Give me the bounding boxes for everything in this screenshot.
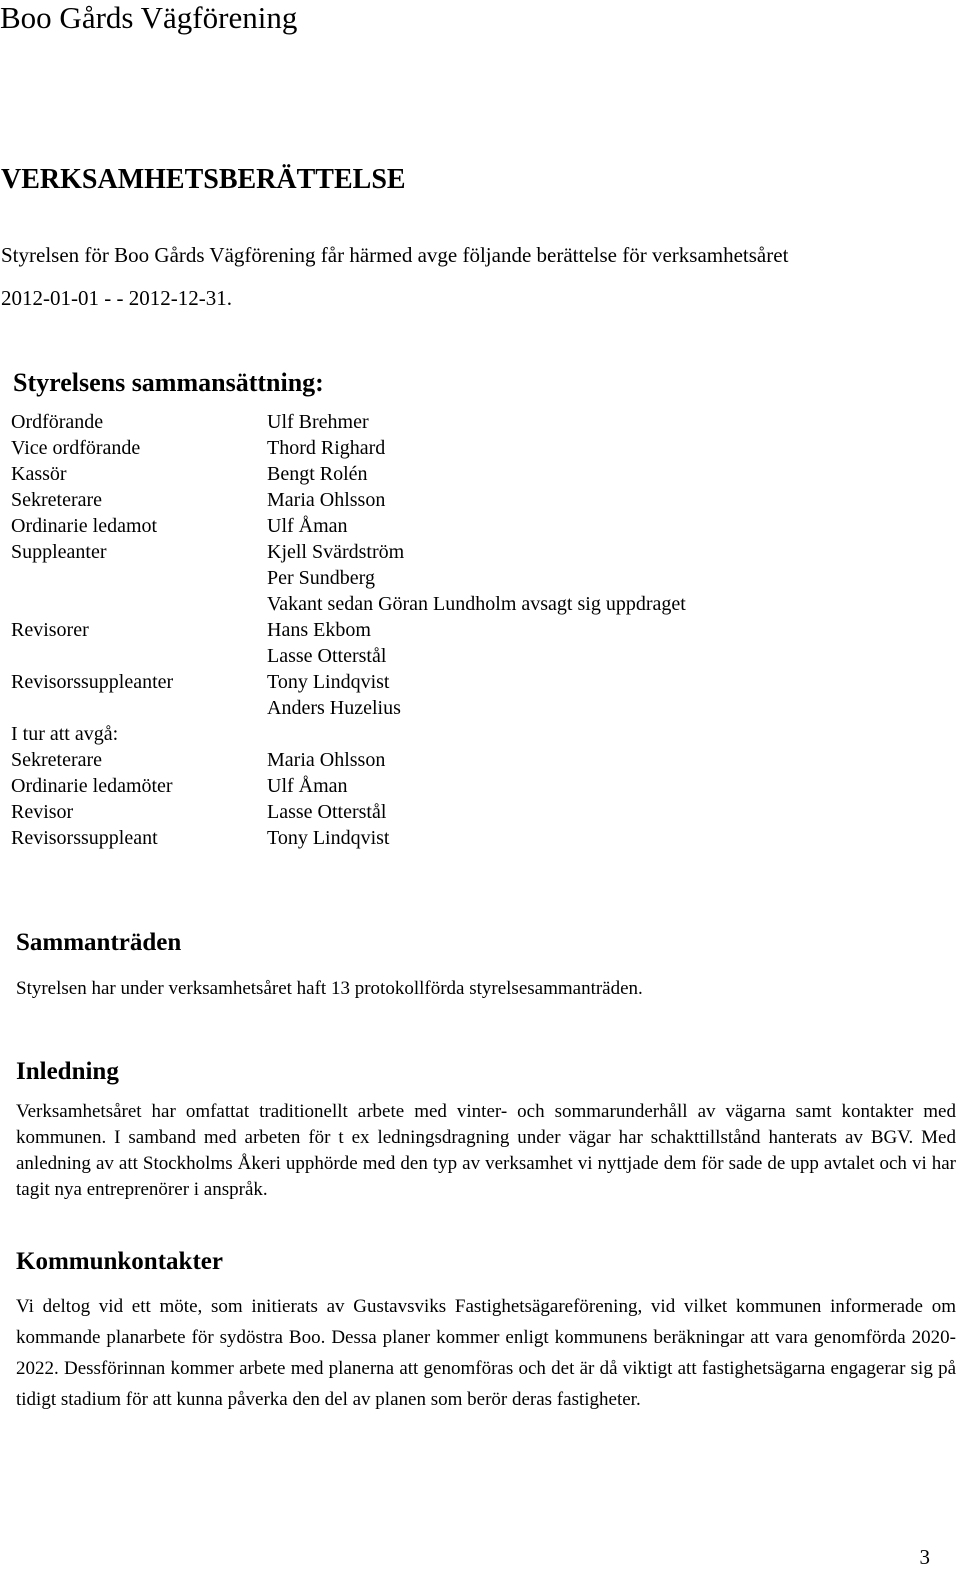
- board-member-name: Ulf Brehmer: [267, 411, 369, 433]
- board-roles-column: [11, 409, 173, 851]
- board-role: Suppleanter: [11, 541, 107, 563]
- board-member-name: Anders Huzelius: [267, 697, 401, 719]
- board-composition-heading: Styrelsens sammansättning:: [13, 368, 324, 397]
- introduction-paragraph: Verksamhetsåret har omfattat traditionellt arbete med vinter- och sommarunderhåll av vägarna samt kontakter med kommunen. I samband med arbeten för t ex ledningsdragning under vägar har schakttillstånd hanterats av BGV. Med anledning av att Stockholms Åkeri upphörde med den typ av verksamhet vi nyttjade dem för sade de upp avtalet och vi har tagit nya entreprenörer i anspråk.: [16, 1101, 956, 1200]
- board-role: [11, 591, 173, 617]
- board-member-name: Lasse Otterstål: [267, 801, 387, 823]
- intro-line-2: 2012-01-01 - - 2012-12-31.: [1, 286, 232, 310]
- municipal-contacts-heading: Kommunkontakter: [16, 1248, 223, 1275]
- board-role: [11, 565, 173, 591]
- board-member-name: Per Sundberg: [267, 567, 375, 589]
- board-role: Ordförande: [11, 411, 104, 433]
- board-role: Kassör: [11, 463, 67, 485]
- meetings-paragraph: Styrelsen har under verksamhetsåret haft 13 protokollförda styrelsesammanträden.: [16, 978, 643, 999]
- board-member-name: Bengt Rolén: [267, 463, 368, 485]
- board-role: Ordinarie ledamöter: [11, 775, 173, 797]
- board-member-name: Tony Lindqvist: [267, 671, 390, 693]
- board-role: [11, 643, 173, 669]
- document-heading: VERKSAMHETSBERÄTTELSE: [1, 164, 406, 195]
- board-role: Revisor: [11, 801, 74, 823]
- intro-line-1: Styrelsen för Boo Gårds Vägförening får härmed avge följande berättelse för verksamhetsåret: [1, 243, 789, 267]
- board-role: Ordinarie ledamot: [11, 515, 158, 537]
- board-names-column: [267, 409, 686, 851]
- board-member-name: Tony Lindqvist: [267, 827, 390, 849]
- board-member-name: Maria Ohlsson: [267, 749, 386, 771]
- board-role: [11, 695, 173, 721]
- board-role: Sekreterare: [11, 749, 103, 771]
- board-member-name: Lasse Otterstål: [267, 645, 387, 667]
- page-number: 3: [919, 1545, 930, 1569]
- board-role: I tur att avgå:: [11, 723, 119, 745]
- board-member-name: Ulf Åman: [267, 775, 348, 797]
- board-member-name: Thord Righard: [267, 437, 386, 459]
- organization-title: Boo Gårds Vägförening: [0, 0, 298, 35]
- board-member-name: [267, 721, 686, 747]
- board-member-name: Ulf Åman: [267, 515, 348, 537]
- board-member-name: Vakant sedan Göran Lundholm avsagt sig uppdraget: [267, 593, 686, 615]
- board-role: Revisorssuppleant: [11, 827, 158, 849]
- meetings-heading: Sammanträden: [16, 929, 182, 956]
- board-role: Sekreterare: [11, 489, 103, 511]
- introduction-heading: Inledning: [16, 1058, 119, 1085]
- board-member-name: Kjell Svärdström: [267, 541, 405, 563]
- board-member-name: Maria Ohlsson: [267, 489, 386, 511]
- board-role: Revisorssuppleanter: [11, 671, 174, 693]
- board-role: Vice ordförande: [11, 437, 141, 459]
- board-role: Revisorer: [11, 619, 89, 641]
- municipal-contacts-paragraph: Vi deltog vid ett möte, som initierats av Gustavsviks Fastighetsägareförening, vid vilket kommunen informerade om kommande planarbete för sydöstra Boo. Dessa planer kommer enligt kommunens beräkningar att vara genomförda 2020-2022. Dessförinnan kommer arbete med planerna att genomföras och det är då viktigt att fastighetsägarna engagerar sig på tidigt stadium för att kunna påverka den del av planen som berör deras fastigheter.: [16, 1296, 956, 1410]
- board-member-name: Hans Ekbom: [267, 619, 371, 641]
